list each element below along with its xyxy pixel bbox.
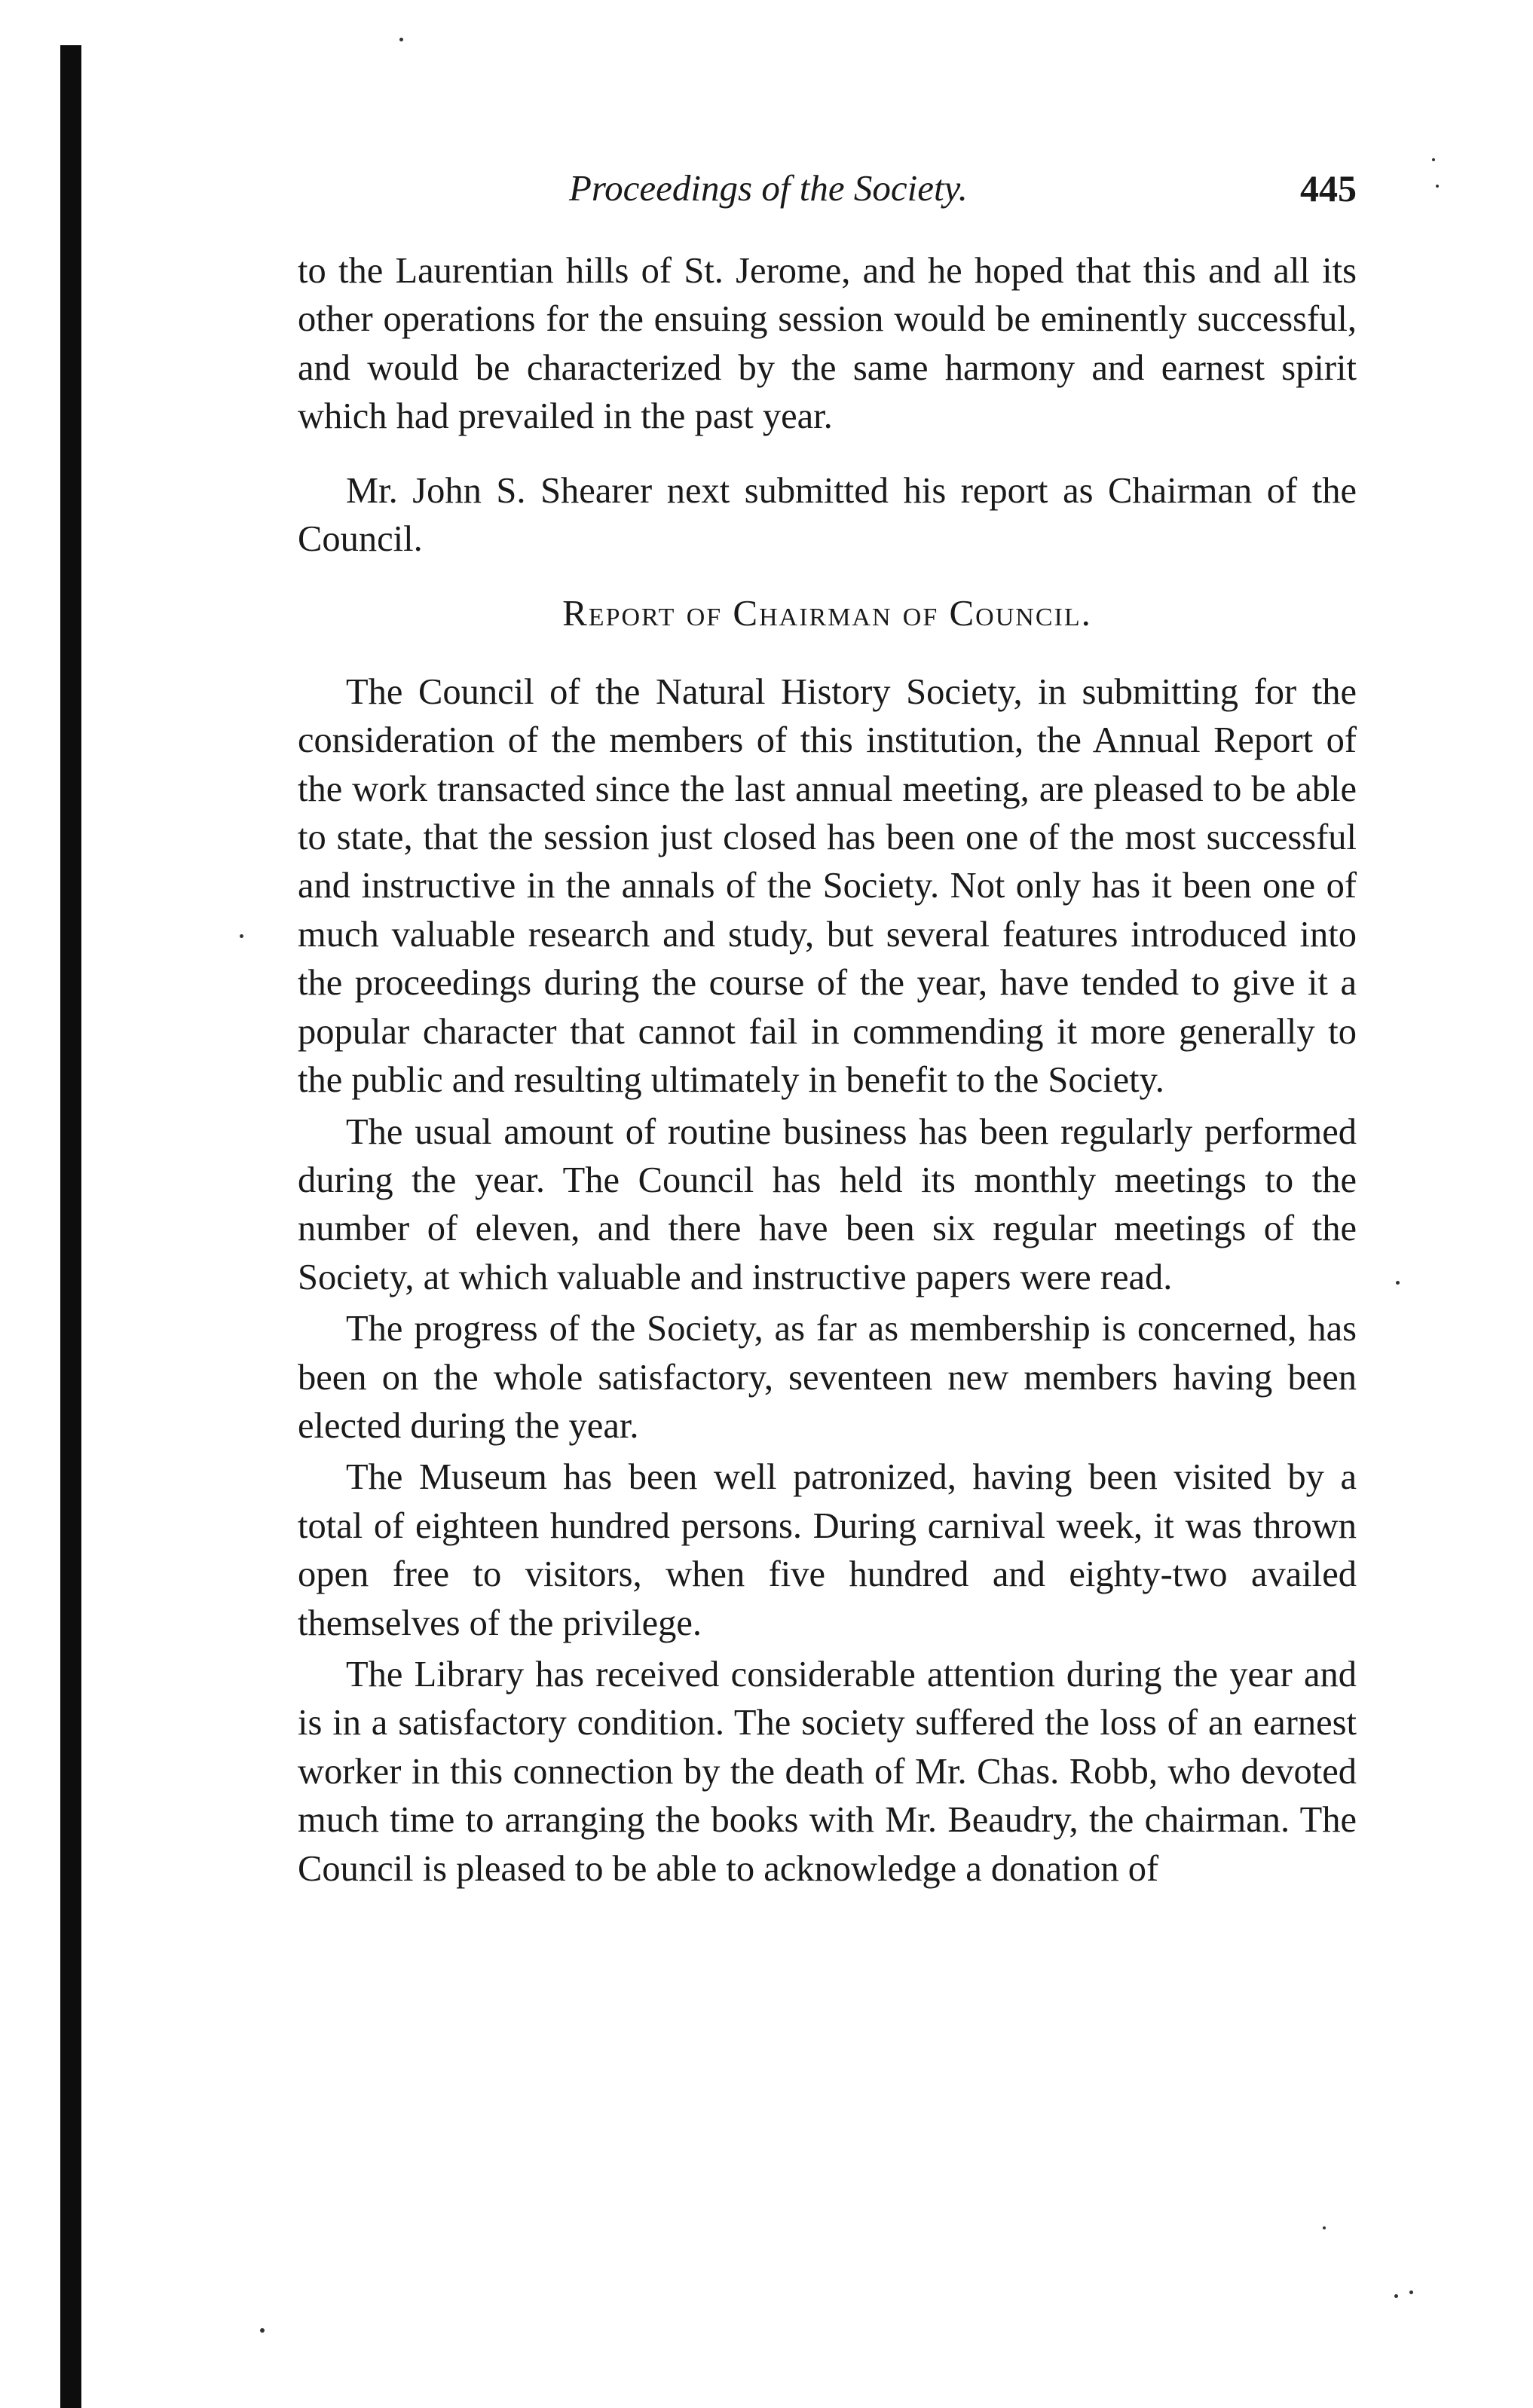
scan-speck	[1323, 2226, 1326, 2229]
paragraph-shearer-report: Mr. John S. Shearer next submitted his report as Chairman of the Council.	[298, 470, 1357, 560]
running-title: Proceedings of the Society.	[569, 167, 968, 209]
paragraph-membership: The progress of the Society, as far as membership is concerned, has been on the whole satisfactory, seventeen new members having been elected during the year.	[298, 1309, 1357, 1446]
section-heading: Report of Chairman of Council.	[562, 592, 1092, 634]
paragraph-library: The Library has received considerable attention during the year and is in a satisfactory condition. The society suffered the loss of an earnest worker in this connection by the death of Mr. Chas. Robb, who devoted much time to arranging the books with Mr. Beaudry, the chairman. The Council is pleased to be able to acknowledge a donation of	[298, 1654, 1357, 1889]
body-text	[298, 247, 1357, 1893]
scan-speck	[1436, 185, 1439, 188]
scan-speck	[240, 934, 243, 938]
scan-speck	[1409, 2290, 1413, 2294]
page-number: 445	[1300, 167, 1357, 209]
scan-speck	[399, 38, 403, 41]
page-header	[298, 164, 1357, 212]
scan-speck	[260, 2328, 265, 2333]
paragraph-museum: The Museum has been well patronized, having been visited by a total of eighteen hundred persons. During carnival week, it was thrown open free to visitors, when five hundred and eighty-two availed themselves of the privilege.	[298, 1457, 1357, 1643]
paragraph-council-report: The Council of the Natural History Society, in submitting for the consideration of the members of this institution, the Annual Report of the work transacted since the last annual meeting, are pleased to be able to state, that the session just closed has been one of the most successful and instructive in the annals of the Society. Not only has it been one of much valuable research and study, but several features introduced into the proceedings during the course of the year, have tended to give it a popular character that cannot fail in commending it more generally to the public and resulting ultimately in benefit to the Society.	[298, 671, 1357, 1101]
scan-speck	[1432, 158, 1435, 161]
scan-speck	[1396, 1281, 1400, 1285]
paragraph-continued: to the Laurentian hills of St. Jerome, and he hoped that this and all its other operations for the ensuing session would be eminently successful, and would be characterized by the same harmony and earnest spirit which had prevailed in the past year.	[298, 251, 1357, 437]
paragraph-routine-business: The usual amount of routine business has been regularly performed during the year. The Council has held its monthly meetings to the number of eleven, and there have been six regular meetings of the Society, at which valuable and instructive papers were read.	[298, 1111, 1357, 1297]
scan-speck	[1394, 2294, 1398, 2298]
page-binding-edge	[60, 45, 81, 2408]
